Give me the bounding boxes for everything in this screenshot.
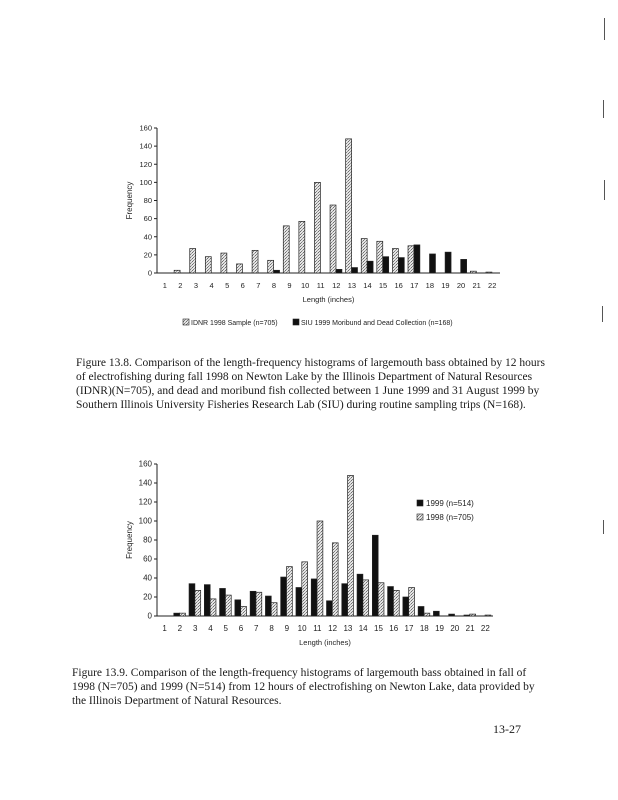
figure-13-9-caption: Figure 13.9. Comparison of the length-frequency histograms of largemouth bass obtained in fall of 1998 (N=705) and 1999 (N=514) from 12 hours of electrofishing on Newton Lake, data provided by the Illinois Department of Natural Resources. [72,667,535,707]
x-tick-label: 6 [238,624,244,633]
x-tick-label: 19 [435,624,444,633]
bar [302,562,308,616]
x-tick-label: 18 [419,624,429,633]
scan-edge-mark [603,520,604,534]
bar [470,614,476,616]
x-tick-label: 6 [240,281,245,290]
bar [204,585,210,616]
bar [361,239,367,273]
bar [287,567,293,616]
x-tick-label: 17 [404,624,414,633]
chart-legend [183,319,453,327]
scan-edge-mark [602,306,603,322]
x-tick-label: 2 [178,281,183,290]
y-tick-label: 140 [138,478,152,488]
x-tick-label: 4 [208,624,213,633]
chart-figure-13-8 [125,124,500,328]
x-axis-title: Length (inches) [299,638,351,647]
bar [296,588,302,617]
bar [486,272,492,273]
x-tick-label: 18 [425,281,435,290]
x-tick-label: 12 [332,281,341,290]
x-tick-label: 10 [300,281,310,290]
x-tick-label: 14 [363,281,372,290]
x-tick-label: 15 [374,624,383,633]
y-tick-label: 0 [147,268,152,278]
bar [195,590,201,616]
y-axis-title: Frequency [125,181,134,220]
legend-swatch [293,319,299,325]
bar [408,246,414,273]
x-tick-label: 11 [313,624,322,633]
x-tick-label: 20 [456,281,466,290]
bar [449,614,455,616]
scan-edge-mark [604,18,605,40]
bar [311,579,317,616]
bar [237,264,243,273]
bar [189,584,195,616]
y-axis-title: Frequency [125,521,134,559]
bar [283,226,289,273]
bar [174,270,180,273]
bar [314,182,320,273]
bar [299,221,305,273]
bar [268,260,274,273]
scan-edge-mark [603,100,604,118]
bar [252,250,258,273]
x-tick-label: 3 [192,624,198,633]
bar [393,590,399,616]
x-tick-label: 16 [389,624,399,633]
figure-13-8-caption: Figure 13.8. Comparison of the length-frequency histograms of largemouth bass obtained by 12 hours of electrofishing during fall 1998 on Newton Lake by the Illinois Department of Natural Resources (IDNR)(N=705), and dead and moribund fish collected between 1 June 1999 and 31 August 1999 by Southern Illinois University Fisheries Research Lab (SIU) during routine sampling trips (N=168). [76,357,545,411]
bar [388,587,394,616]
legend-label: IDNR 1998 Sample (n=705) [191,320,278,327]
x-tick-label: 14 [358,624,368,633]
y-tick-label: 80 [143,196,152,205]
y-tick-label: 40 [143,573,152,583]
x-tick-label: 21 [465,624,475,633]
x-tick-label: 9 [284,624,290,633]
x-axis-title: Length (inches) [302,295,355,304]
bar [210,599,216,616]
x-tick-label: 5 [223,624,228,633]
x-tick-label: 22 [480,624,490,633]
bar [378,583,384,616]
bar [174,613,180,616]
bar [377,241,383,273]
y-tick-label: 0 [147,611,152,621]
x-tick-label: 13 [347,281,357,290]
scan-edge-mark [604,180,605,200]
bar [225,595,231,616]
bar [265,596,271,616]
y-tick-label: 40 [143,232,152,242]
legend-swatch [183,319,189,325]
bar [205,257,211,273]
bar [317,521,323,616]
y-tick-label: 100 [138,516,152,526]
x-tick-label: 8 [269,624,274,633]
y-tick-label: 140 [139,141,152,151]
bar [433,611,439,616]
x-tick-label: 11 [316,281,325,290]
bar [342,584,348,616]
bar [418,607,424,617]
bar [241,607,247,617]
bar [250,591,256,616]
bar [221,253,227,273]
x-tick-label: 12 [328,624,338,633]
bar [352,268,358,273]
x-tick-label: 4 [209,281,214,290]
bar [281,577,287,616]
page-number: 13-27 [493,722,521,736]
bar [470,271,476,273]
x-tick-label: 15 [378,281,388,290]
y-tick-label: 20 [143,592,152,602]
bar [461,259,467,273]
legend-label: 1998 (n=705) [426,513,474,522]
bar [220,588,226,616]
bar [348,475,354,616]
x-tick-label: 21 [472,281,481,290]
x-tick-label: 7 [256,281,261,290]
legend-label: SIU 1999 Moribund and Dead Collection (n=168) [301,320,453,327]
bar [403,597,409,616]
x-tick-label: 7 [254,624,259,633]
x-tick-label: 10 [297,624,307,633]
chart-figure-13-9 [125,460,493,648]
legend-swatch [417,514,423,520]
x-tick-label: 13 [343,624,353,633]
bar [235,600,241,616]
bar [367,261,373,273]
x-tick-label: 3 [193,281,199,290]
bar [336,269,342,273]
bar [190,249,196,273]
legend-swatch [417,500,423,506]
y-tick-label: 160 [139,123,152,133]
y-tick-label: 80 [143,535,152,545]
x-tick-label: 17 [410,281,419,290]
y-tick-label: 120 [138,497,152,507]
x-tick-label: 20 [450,624,460,633]
bar [445,252,451,273]
bar [383,257,389,273]
x-tick-label: 1 [162,624,167,633]
x-tick-label: 2 [177,624,183,633]
bar [424,613,430,616]
y-tick-label: 120 [139,159,152,169]
bar [464,615,470,616]
bar [332,543,338,616]
bar [180,613,186,616]
legend-label: 1999 (n=514) [426,499,474,508]
x-tick-label: 8 [271,281,277,290]
bar [372,535,378,616]
chart-legend [417,499,474,522]
bar [414,245,420,273]
y-tick-label: 160 [138,459,152,469]
bar [430,254,436,273]
bar [485,615,491,616]
x-tick-label: 22 [488,281,497,290]
bar [357,574,363,616]
bar [398,258,404,273]
y-tick-label: 60 [143,554,152,564]
bar [392,249,398,273]
bar [330,205,336,273]
x-tick-label: 5 [225,281,230,290]
bar [409,588,415,617]
y-tick-label: 60 [143,214,152,224]
bar [274,270,280,273]
bar [346,139,352,273]
bar [271,603,277,616]
bar [363,580,369,616]
x-tick-label: 19 [441,281,450,290]
bar [327,601,333,616]
y-tick-label: 100 [139,177,152,187]
x-tick-label: 1 [162,281,167,290]
x-tick-label: 9 [287,281,292,290]
y-tick-label: 20 [143,250,152,260]
bar [256,592,262,616]
x-tick-label: 16 [394,281,403,290]
